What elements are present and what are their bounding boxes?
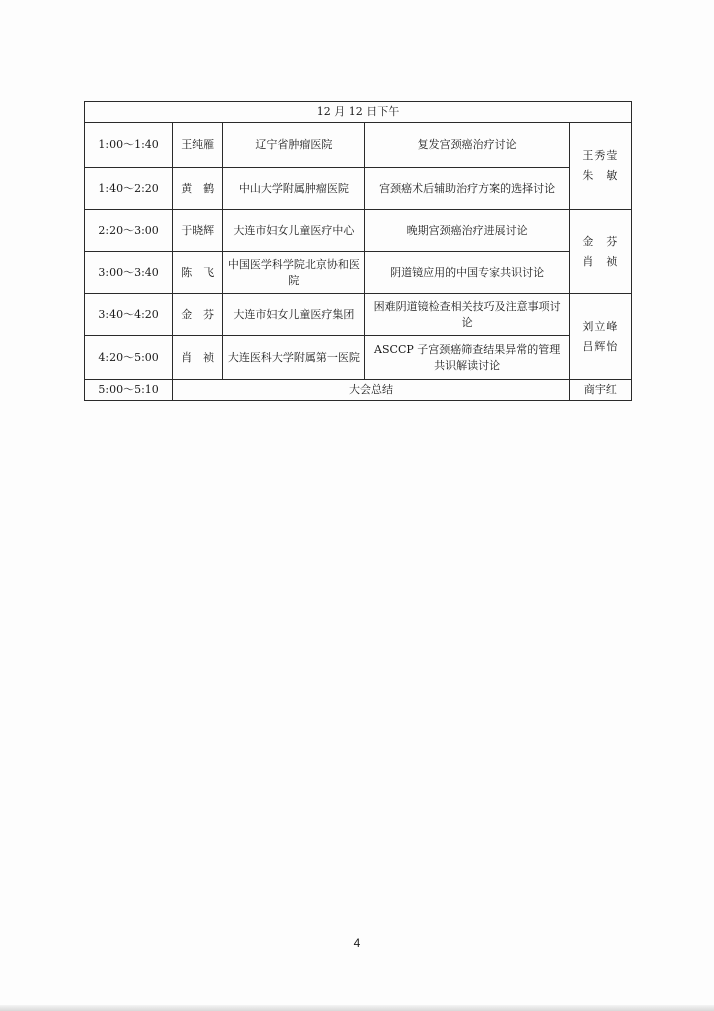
chair-name: 吕辉怡: [582, 339, 619, 353]
topic-cell: 复发宫颈癌治疗讨论: [365, 123, 569, 168]
table-row: [85, 168, 632, 210]
table-row: [85, 210, 632, 252]
institution-cell: 辽宁省肿瘤医院: [223, 123, 365, 168]
time-cell: 5:00～5:10: [85, 380, 173, 401]
speaker-cell: 王纯雁: [173, 123, 223, 168]
page-edge: [0, 1005, 714, 1011]
chair-cell: [569, 210, 631, 294]
time-cell: 3:00～3:40: [85, 252, 173, 294]
time-cell: 1:00～1:40: [85, 123, 173, 168]
speaker-cell: 黄 鹤: [173, 168, 223, 210]
table-header-row: [85, 102, 632, 123]
chair-name: 王秀莹: [582, 149, 619, 162]
speaker-cell: 于晓辉: [173, 210, 223, 252]
table-row: [85, 252, 632, 294]
institution-cell: 大连医科大学附属第一医院: [223, 336, 365, 380]
chair-name: 金 芬: [582, 234, 619, 248]
summary-row: [85, 380, 632, 401]
topic-cell: ASCCP 子宫颈癌筛查结果异常的管理共识解读讨论: [365, 336, 569, 380]
page-number: 4: [353, 936, 361, 950]
institution-cell: 中山大学附属肿瘤医院: [223, 168, 365, 210]
topic-cell: 困难阴道镜检查相关技巧及注意事项讨论: [365, 294, 569, 336]
summary-event: 大会总结: [173, 380, 570, 401]
institution-cell: 中国医学科学院北京协和医院: [223, 252, 365, 294]
chair-name: 朱 敏: [582, 169, 619, 182]
time-cell: 4:20～5:00: [85, 336, 173, 380]
speaker-cell: 陈 飞: [173, 252, 223, 294]
topic-cell: 晚期宫颈癌治疗进展讨论: [365, 210, 569, 252]
speaker-cell: 金 芬: [173, 294, 223, 336]
topic-cell: 阴道镜应用的中国专家共识讨论: [365, 252, 569, 294]
speaker-cell: 肖 祯: [173, 336, 223, 380]
time-cell: 2:20～3:00: [85, 210, 173, 252]
table-row: [85, 294, 632, 336]
institution-cell: 大连市妇女儿童医疗中心: [223, 210, 365, 252]
chair-name: 肖 祯: [582, 254, 619, 268]
topic-cell: 宫颈癌术后辅助治疗方案的选择讨论: [365, 168, 569, 210]
chair-cell: 商宇红: [569, 380, 631, 401]
time-cell: 1:40～2:20: [85, 168, 173, 210]
time-cell: 3:40～4:20: [85, 294, 173, 336]
chair-cell: [569, 294, 631, 380]
chair-cell: [569, 123, 631, 210]
schedule-table: [84, 101, 632, 401]
institution-cell: 大连市妇女儿童医疗集团: [223, 294, 365, 336]
chair-name: 刘立峰: [582, 319, 619, 333]
session-title: 12 月 12 日下午: [85, 102, 632, 123]
table-row: [85, 336, 632, 380]
table-row: [85, 123, 632, 168]
